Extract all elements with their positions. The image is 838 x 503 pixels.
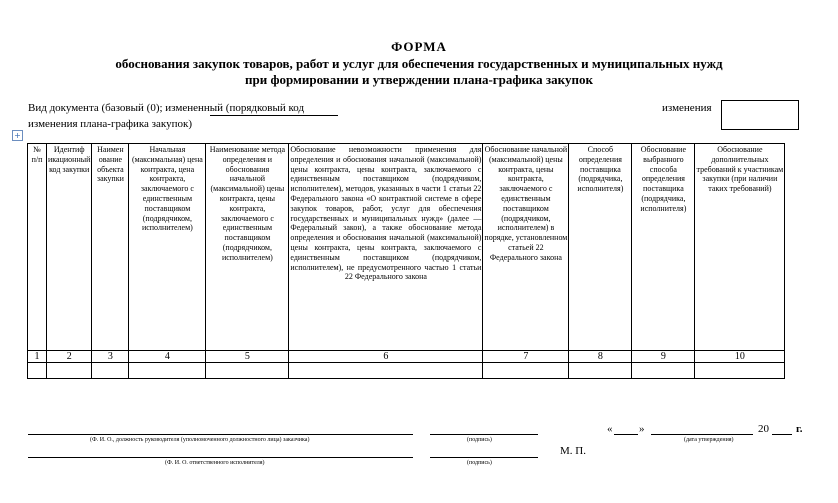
executor-signature-line[interactable] — [430, 457, 538, 458]
doc-type-label-line-2: изменения плана-графика закупок) — [28, 118, 192, 130]
column-header-purchase-id: Идентиф икационный код закупки — [47, 144, 92, 351]
table-move-handle-icon[interactable]: + — [12, 130, 23, 141]
column-number: 1 — [28, 351, 47, 363]
table-cell[interactable] — [92, 363, 129, 379]
table-cell[interactable] — [483, 363, 569, 379]
head-signature-line[interactable] — [430, 434, 538, 435]
changes-label: изменения — [662, 102, 712, 114]
column-header-method-justification: Обоснование выбранного способа определения поставщика (подрядчика, исполнителя) — [632, 144, 695, 351]
table-cell[interactable] — [206, 363, 289, 379]
column-header-additional-requirements: Обоснование дополнительных требований к участникам закупки (при наличии таких требований) — [695, 144, 785, 351]
form-subtitle-line-2: при формировании и утверждении плана-графика закупок — [245, 72, 593, 87]
column-header-supplier-method: Способ определения поставщика (подрядчика, исполнителя) — [569, 144, 632, 351]
column-header-number: № п/п — [28, 144, 47, 351]
form-title: ФОРМА — [391, 39, 447, 54]
table-cell[interactable] — [632, 363, 695, 379]
column-number: 6 — [289, 351, 483, 363]
stamp-place-label: М. П. — [560, 445, 586, 457]
column-header-object-name: Наимен ование объекта закупки — [92, 144, 129, 351]
head-name-caption: (Ф. И. О., должность руководителя (уполномоченного должностного лица) заказчика) — [90, 437, 310, 443]
year-suffix: г. — [796, 423, 803, 435]
date-open-quote: « — [607, 423, 613, 435]
table-cell[interactable] — [47, 363, 92, 379]
head-signature-caption: (подпись) — [467, 437, 492, 443]
column-number: 9 — [632, 351, 695, 363]
year-prefix: 20 — [758, 423, 769, 435]
column-number: 2 — [47, 351, 92, 363]
column-number: 10 — [695, 351, 785, 363]
column-header-method-name: Наименование метода определения и обоснования начальной (максимальной) цены контракта, цены контракта, заключаемого с единственным поставщиком (подрядчиком, исполнителем) — [206, 144, 289, 351]
table-cell[interactable] — [129, 363, 206, 379]
table-cell[interactable] — [28, 363, 47, 379]
column-header-price-justification: Обоснование начальной (максимальной) цены контракта, цены контракта, заключаемого с единственным поставщиком (подрядчиком, исполнителем) в порядке, установленном статьей 22 Федерального закона — [483, 144, 569, 351]
changes-code-box[interactable] — [721, 100, 799, 130]
justification-table — [27, 143, 785, 379]
column-number: 8 — [569, 351, 632, 363]
table-cell[interactable] — [695, 363, 785, 379]
executor-name-line[interactable] — [28, 457, 413, 458]
table-cell[interactable] — [569, 363, 632, 379]
form-subtitle-line-1: обоснования закупок товаров, работ и услуг для обеспечения государственных и муниципальных нужд — [115, 56, 723, 71]
doc-type-label-line-1: Вид документа (базовый (0); измененный (порядковый код — [28, 102, 305, 114]
column-number: 7 — [483, 351, 569, 363]
executor-signature-caption: (подпись) — [467, 460, 492, 466]
doc-type-code-field[interactable] — [210, 115, 338, 116]
date-day-field[interactable] — [614, 434, 638, 435]
column-header-impossibility-justification: Обоснование невозможности применения для определения и обоснования начальной (максимальной) цены контракта, цены контракта, заключаемого с единственным поставщиком (подрядчиком, исполнителем), методов, указанных в части 1 статьи 22 Федерального закона «О контрактной системе в сфере закупок товаров, работ, услуг для обеспечения государственных и муниципальных нужд» (далее — Федеральный закон), а также обоснование метода определения и обоснования начальной (максимальной) цены контракта, цены контракта, заключаемого с единственным поставщиком (подрядчиком, исполнителем), не предусмотренного частью 1 статьи 22 Федерального закона — [289, 144, 483, 351]
date-close-quote: » — [639, 423, 645, 435]
column-number: 4 — [129, 351, 206, 363]
head-name-line[interactable] — [28, 434, 413, 435]
table-cell[interactable] — [289, 363, 483, 379]
date-caption: (дата утверждения) — [684, 437, 734, 443]
column-header-initial-price: Начальная (максимальная) цена контракта, цена контракта, заключаемого с единственным поставщиком (подрядчиком, исполнителем) — [129, 144, 206, 351]
column-number: 3 — [92, 351, 129, 363]
column-number: 5 — [206, 351, 289, 363]
date-year-field[interactable] — [772, 434, 792, 435]
executor-name-caption: (Ф. И. О. ответственного исполнителя) — [165, 460, 265, 466]
date-month-field[interactable] — [651, 434, 753, 435]
